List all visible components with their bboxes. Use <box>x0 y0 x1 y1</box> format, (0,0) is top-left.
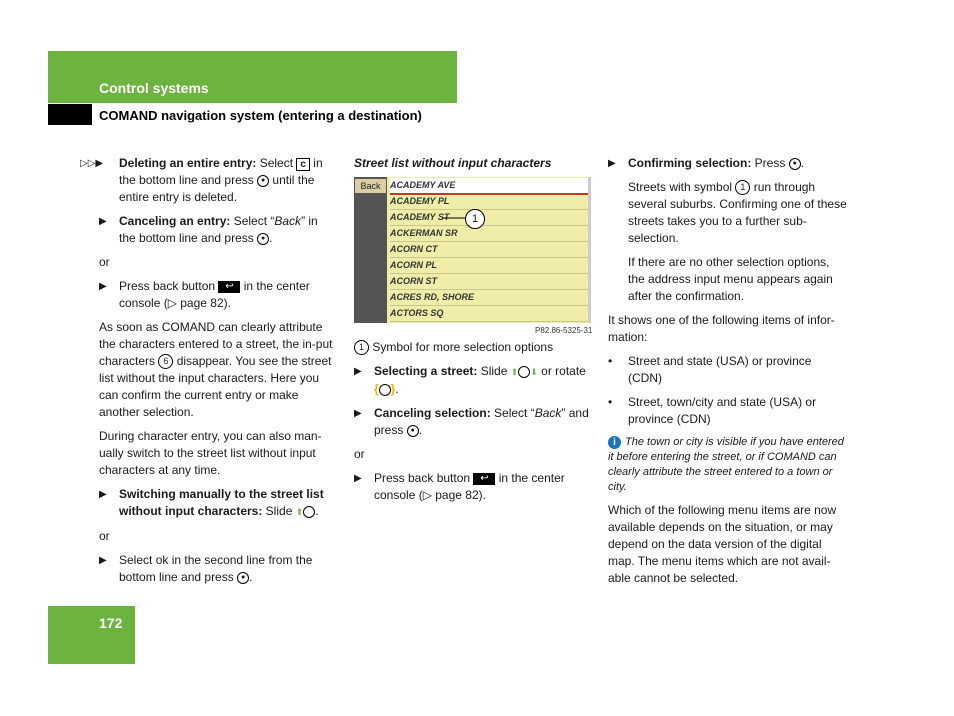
street-row[interactable]: ACADEMY ST <box>390 210 590 226</box>
column-left <box>80 155 336 593</box>
rotate-icon: { <box>374 382 379 396</box>
switch-list-heading: Switching manually to the street list without input characters: <box>119 487 324 518</box>
bullet-arrow-icon: ▶ <box>99 281 107 292</box>
paragraph: Which of the following menu items are now available depends on the situation, or may depend on the data version of the digital map. The menu items which are not avail-able cannot be selected. <box>608 503 837 585</box>
info-icon: i <box>608 436 621 449</box>
list-item: • Street, town/city and state (USA) or province (CDN) <box>608 395 817 426</box>
or-text: or <box>99 255 110 269</box>
image-reference: P82.86-5325-31 <box>535 326 593 335</box>
callout-1-icon: 1 <box>735 180 750 195</box>
select-street-heading: Selecting a street: <box>374 364 478 378</box>
street-list-screen <box>354 177 591 323</box>
delete-entry-step: ▷▷▶ Deleting an entire entry: Select c in the bottom line and press ● until the entire entry is deleted. <box>80 156 323 204</box>
or-text: or <box>99 529 110 543</box>
switch-list-step: ▶ Switching manually to the street list without input characters: Slide ⬆ . <box>99 487 324 518</box>
press-knob-icon: ● <box>237 572 249 584</box>
page-subtitle: COMAND navigation system (entering a destination) <box>99 108 422 123</box>
street-row[interactable]: ACORN ST <box>390 274 590 290</box>
bullet-arrow-icon: ▶ <box>99 555 107 566</box>
press-knob-icon: ● <box>789 158 801 170</box>
select-street-step: ▶ Selecting a street: Slide ⬆ ⬇ or rotate { }. <box>354 364 586 396</box>
back-button-icon: ↩ <box>473 473 495 485</box>
screen-scrollbar[interactable] <box>588 177 591 323</box>
bullet-arrow-icon: ▶ <box>99 489 107 500</box>
cancel-entry-heading: Canceling an entry: <box>119 214 231 228</box>
back-button-step: ▶ Press back button ↩ in the center console (▷ page 82). <box>99 279 310 310</box>
paragraph: Streets with symbol 1 run through several suburbs. Confirming one of these streets takes you to a further sub-selection. <box>628 180 847 245</box>
confirm-selection-step: ▶ Confirming selection: Press ● . <box>608 156 805 170</box>
knob-icon <box>303 506 315 518</box>
screen-heading: Street list without input characters <box>354 156 552 170</box>
screen-back-button[interactable]: Back <box>355 179 386 193</box>
back-button-step: ▶ Press back button ↩ in the center console (▷ page 82). <box>354 471 565 502</box>
ok-label: ok <box>155 553 169 567</box>
delete-entry-heading: Deleting an entire entry: <box>119 156 257 170</box>
press-knob-icon: ● <box>257 233 269 245</box>
info-note: i The town or city is visible if you have entered it before entering the street, or if COMAND can clearly attribute the street entered to a town or city. <box>608 436 844 493</box>
press-knob-icon: ● <box>257 175 269 187</box>
press-knob-icon: ● <box>407 425 419 437</box>
paragraph: It shows one of the following items of infor-mation: <box>608 313 835 344</box>
section-title: Control systems <box>99 80 209 96</box>
header-black-tab <box>48 104 92 125</box>
knob-icon <box>518 366 530 378</box>
bullet-arrow-icon: ▶ <box>608 158 616 169</box>
callout-6-icon: 6 <box>158 354 173 369</box>
back-button-icon: ↩ <box>218 281 240 293</box>
slide-updown-icon: ⬆ <box>510 367 519 377</box>
bullet-arrow-icon: ▶ <box>99 216 107 227</box>
paragraph: If there are no other selection options, the address input menu appears again after the confirmation. <box>628 255 833 303</box>
street-row[interactable]: ACADEMY AVE <box>390 178 590 195</box>
cancel-selection-heading: Canceling selection: <box>374 406 491 420</box>
street-row[interactable]: ACKERMAN SR <box>390 226 590 242</box>
bullet-arrow-icon: ▶ <box>354 366 362 377</box>
bullet-arrow-icon: ▶ <box>354 473 362 484</box>
paragraph: During character entry, you can also man-ually switch to the street list without input characters at any time. <box>99 429 322 477</box>
callout-1-marker: 1 <box>465 209 485 229</box>
callout-1-icon: 1 <box>354 340 369 355</box>
street-row[interactable]: ACORN CT <box>390 242 590 258</box>
screen-left-bar <box>354 177 387 323</box>
column-right <box>608 155 848 594</box>
confirm-selection-heading: Confirming selection: <box>628 156 752 170</box>
list-item: • Street and state (USA) or province (CDN) <box>608 354 812 385</box>
street-row[interactable]: ACORN PL <box>390 258 590 274</box>
page-number: 172 <box>99 615 123 631</box>
street-row[interactable]: ACTORS SQ <box>390 306 590 322</box>
column-middle <box>354 339 590 511</box>
c-key-icon: c <box>296 158 310 171</box>
cancel-entry-step: ▶ Canceling an entry: Select “Back” in the bottom line and press ● . <box>99 214 318 245</box>
bullet-arrow-icon: ▶ <box>354 408 362 419</box>
legend: 1 Symbol for more selection options <box>354 339 590 356</box>
slide-up-icon: ⬆ <box>295 507 304 517</box>
or-text: or <box>354 447 365 461</box>
street-row[interactable]: ACADEMY PL <box>390 194 590 210</box>
continuation-marker: ▷▷▶ <box>80 158 104 169</box>
cancel-selection-step: ▶ Canceling selection: Select “Back” and press ● . <box>354 406 589 437</box>
paragraph: As soon as COMAND can clearly attribute the characters entered to a street, the in-put characters 6 disappear. You see the street list without the input characters. Here you can confirm the current entry or make another selection. <box>99 320 333 419</box>
street-row[interactable]: ACRES RD, SHORE <box>390 290 590 306</box>
select-ok-step: ▶ Select ok in the second line from the bottom line and press ● . <box>99 553 313 584</box>
